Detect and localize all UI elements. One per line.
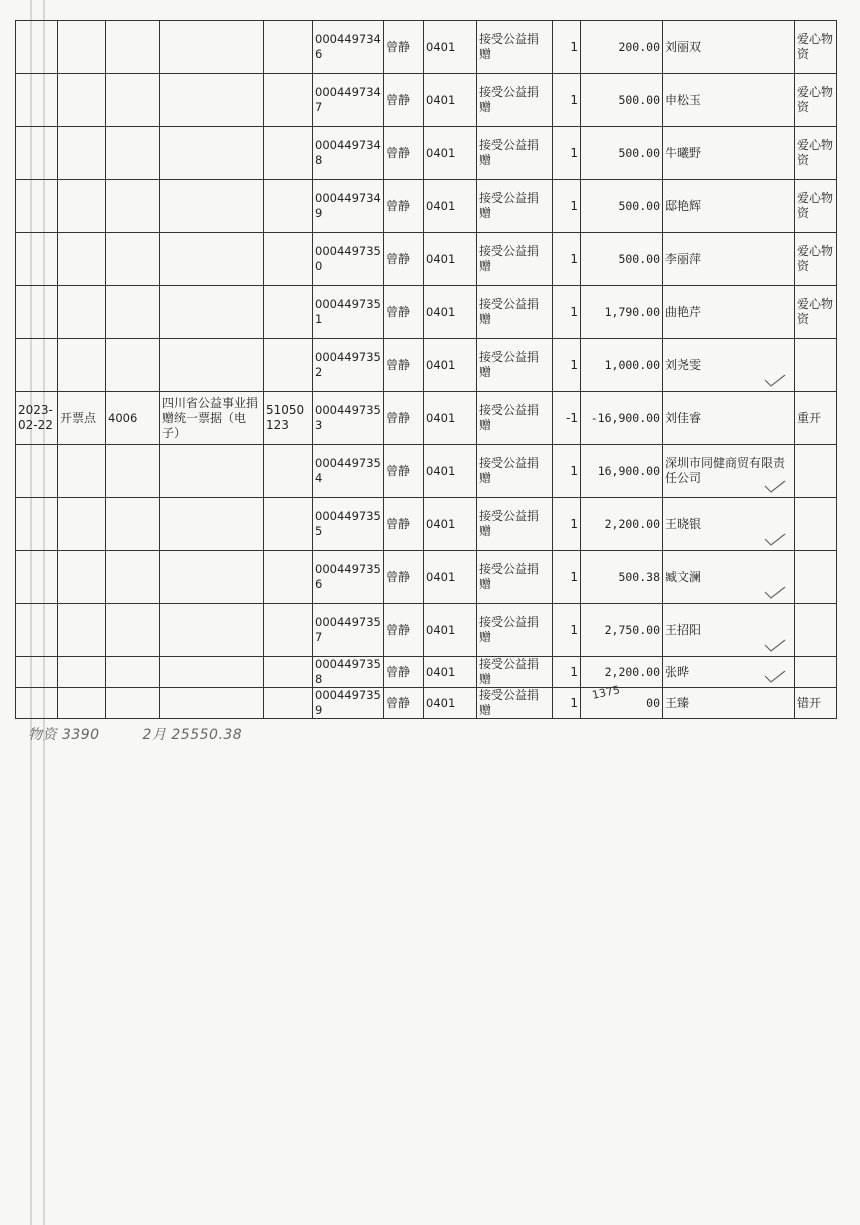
table-row: [16, 551, 837, 604]
code-cell: [106, 498, 160, 551]
clerk-cell: 曾静: [384, 21, 424, 74]
ticket-cell: 0004497355: [313, 498, 384, 551]
amount-cell: 2,750.00: [581, 604, 663, 657]
dept-cell: 0401: [424, 392, 477, 445]
qty-cell: 1: [553, 180, 581, 233]
batch-cell: [264, 551, 313, 604]
ticket-cell: 0004497354: [313, 445, 384, 498]
note-cell: 爱心物资: [795, 233, 837, 286]
amount-cell: 500.00: [581, 74, 663, 127]
note-cell: [795, 551, 837, 604]
handwritten-note: 物资 3390: [28, 727, 100, 743]
table-row: [16, 604, 837, 657]
qty-cell: 1: [553, 339, 581, 392]
date-cell: [16, 688, 58, 719]
code-cell: [106, 551, 160, 604]
ledger-body: [16, 21, 837, 719]
batch-cell: [264, 286, 313, 339]
amount-cell: 200.00: [581, 21, 663, 74]
type-cell: [160, 339, 264, 392]
ticket-cell: 0004497353: [313, 392, 384, 445]
note-cell: 爱心物资: [795, 180, 837, 233]
amount-cell: 1,000.00: [581, 339, 663, 392]
note-cell: 爱心物资: [795, 286, 837, 339]
code-cell: [106, 127, 160, 180]
check-mark-icon: [764, 639, 786, 653]
type-cell: [160, 127, 264, 180]
type-cell: 四川省公益事业捐赠统一票据（电子）: [160, 392, 264, 445]
item-cell: 接受公益捐赠: [477, 688, 553, 719]
item-cell: 接受公益捐赠: [477, 445, 553, 498]
date-cell: [16, 180, 58, 233]
date-cell: [16, 445, 58, 498]
dept-cell: 0401: [424, 688, 477, 719]
ticket-cell: 0004497347: [313, 74, 384, 127]
type-cell: [160, 445, 264, 498]
batch-cell: [264, 657, 313, 688]
code-cell: [106, 180, 160, 233]
qty-cell: 1: [553, 688, 581, 719]
clerk-cell: 曾静: [384, 74, 424, 127]
ticket-cell: 0004497356: [313, 551, 384, 604]
ticket-cell: 0004497358: [313, 657, 384, 688]
table-row: [16, 657, 837, 688]
point-cell: [58, 21, 106, 74]
qty-cell: 1: [553, 657, 581, 688]
payer-cell: 王臻: [663, 688, 795, 719]
payer-cell: 李丽萍: [663, 233, 795, 286]
item-cell: 接受公益捐赠: [477, 339, 553, 392]
type-cell: [160, 498, 264, 551]
dept-cell: 0401: [424, 233, 477, 286]
point-cell: 开票点: [58, 392, 106, 445]
date-cell: [16, 233, 58, 286]
dept-cell: 0401: [424, 604, 477, 657]
qty-cell: 1: [553, 498, 581, 551]
item-cell: 接受公益捐赠: [477, 233, 553, 286]
ticket-cell: 0004497351: [313, 286, 384, 339]
note-cell: [795, 657, 837, 688]
date-cell: [16, 604, 58, 657]
clerk-cell: 曾静: [384, 498, 424, 551]
dept-cell: 0401: [424, 21, 477, 74]
note-cell: [795, 498, 837, 551]
batch-cell: [264, 445, 313, 498]
note-cell: 爱心物资: [795, 74, 837, 127]
item-cell: 接受公益捐赠: [477, 21, 553, 74]
code-cell: [106, 233, 160, 286]
amount-cell: 500.00: [581, 127, 663, 180]
note-cell: 错开: [795, 688, 837, 719]
amount-cell: 500.00: [581, 180, 663, 233]
type-cell: [160, 604, 264, 657]
table-row: [16, 233, 837, 286]
payer-cell: 王晓银: [663, 498, 795, 551]
code-cell: [106, 21, 160, 74]
clerk-cell: 曾静: [384, 392, 424, 445]
amount-cell: 2,200.00: [581, 498, 663, 551]
batch-cell: [264, 127, 313, 180]
check-mark-icon: [764, 533, 786, 547]
handwritten-note: 2月 25550.38: [142, 727, 243, 743]
item-cell: 接受公益捐赠: [477, 127, 553, 180]
table-row: [16, 445, 837, 498]
dept-cell: 0401: [424, 74, 477, 127]
qty-cell: 1: [553, 233, 581, 286]
amount-cell: 1,790.00: [581, 286, 663, 339]
point-cell: [58, 286, 106, 339]
table-row: [16, 339, 837, 392]
note-cell: [795, 445, 837, 498]
note-cell: 爱心物资: [795, 21, 837, 74]
dept-cell: 0401: [424, 551, 477, 604]
note-cell: [795, 604, 837, 657]
date-cell: [16, 339, 58, 392]
table-row: [16, 21, 837, 74]
payer-cell: 刘丽双: [663, 21, 795, 74]
amount-cell: -16,900.00: [581, 392, 663, 445]
amount-cell: 00: [581, 688, 663, 719]
code-cell: [106, 286, 160, 339]
type-cell: [160, 657, 264, 688]
point-cell: [58, 604, 106, 657]
dept-cell: 0401: [424, 127, 477, 180]
type-cell: [160, 21, 264, 74]
code-cell: [106, 657, 160, 688]
code-cell: [106, 445, 160, 498]
item-cell: 接受公益捐赠: [477, 286, 553, 339]
batch-cell: [264, 498, 313, 551]
check-mark-icon: [764, 670, 786, 684]
payer-cell: 刘佳睿: [663, 392, 795, 445]
check-mark-icon: [764, 374, 786, 388]
batch-cell: [264, 604, 313, 657]
item-cell: 接受公益捐赠: [477, 392, 553, 445]
point-cell: [58, 233, 106, 286]
clerk-cell: 曾静: [384, 286, 424, 339]
date-cell: [16, 21, 58, 74]
type-cell: [160, 688, 264, 719]
point-cell: [58, 180, 106, 233]
qty-cell: 1: [553, 74, 581, 127]
date-cell: [16, 551, 58, 604]
clerk-cell: 曾静: [384, 688, 424, 719]
type-cell: [160, 286, 264, 339]
check-mark-icon: [764, 480, 786, 494]
batch-cell: 51050123: [264, 392, 313, 445]
item-cell: 接受公益捐赠: [477, 498, 553, 551]
ticket-cell: 0004497346: [313, 21, 384, 74]
payer-cell: 牛曦野: [663, 127, 795, 180]
payer-cell: 申松玉: [663, 74, 795, 127]
batch-cell: [264, 180, 313, 233]
point-cell: [58, 445, 106, 498]
clerk-cell: 曾静: [384, 551, 424, 604]
point-cell: [58, 657, 106, 688]
payer-cell: 深圳市同健商贸有限责任公司: [663, 445, 795, 498]
table-row: [16, 498, 837, 551]
type-cell: [160, 233, 264, 286]
batch-cell: [264, 688, 313, 719]
table-row: [16, 286, 837, 339]
ticket-cell: 0004497348: [313, 127, 384, 180]
dept-cell: 0401: [424, 180, 477, 233]
date-cell: [16, 498, 58, 551]
point-cell: [58, 339, 106, 392]
note-cell: 爱心物资: [795, 127, 837, 180]
dept-cell: 0401: [424, 445, 477, 498]
date-cell: [16, 657, 58, 688]
clerk-cell: 曾静: [384, 180, 424, 233]
payer-cell: 张晔: [663, 657, 795, 688]
code-cell: 4006: [106, 392, 160, 445]
donation-ledger-table: [15, 20, 837, 719]
date-cell: [16, 74, 58, 127]
payer-cell: 王招阳: [663, 604, 795, 657]
clerk-cell: 曾静: [384, 339, 424, 392]
dept-cell: 0401: [424, 657, 477, 688]
handwritten-totals: [28, 724, 280, 744]
code-cell: [106, 688, 160, 719]
point-cell: [58, 688, 106, 719]
qty-cell: 1: [553, 604, 581, 657]
item-cell: 接受公益捐赠: [477, 604, 553, 657]
dept-cell: 0401: [424, 498, 477, 551]
clerk-cell: 曾静: [384, 233, 424, 286]
table-row: [16, 180, 837, 233]
date-cell: [16, 286, 58, 339]
batch-cell: [264, 21, 313, 74]
qty-cell: -1: [553, 392, 581, 445]
type-cell: [160, 551, 264, 604]
clerk-cell: 曾静: [384, 657, 424, 688]
qty-cell: 1: [553, 286, 581, 339]
item-cell: 接受公益捐赠: [477, 551, 553, 604]
handwritten-correction: 1375: [590, 683, 622, 702]
ticket-cell: 0004497352: [313, 339, 384, 392]
table-row: [16, 392, 837, 445]
ticket-cell: 0004497359: [313, 688, 384, 719]
note-cell: 重开: [795, 392, 837, 445]
batch-cell: [264, 339, 313, 392]
payer-cell: 曲艳芹: [663, 286, 795, 339]
qty-cell: 1: [553, 551, 581, 604]
amount-cell: 500.00: [581, 233, 663, 286]
ticket-cell: 0004497350: [313, 233, 384, 286]
check-mark-icon: [764, 586, 786, 600]
code-cell: [106, 604, 160, 657]
qty-cell: 1: [553, 21, 581, 74]
item-cell: 接受公益捐赠: [477, 74, 553, 127]
point-cell: [58, 127, 106, 180]
type-cell: [160, 180, 264, 233]
point-cell: [58, 498, 106, 551]
table-row: [16, 127, 837, 180]
date-cell: 2023-02-22: [16, 392, 58, 445]
qty-cell: 1: [553, 127, 581, 180]
point-cell: [58, 551, 106, 604]
code-cell: [106, 339, 160, 392]
type-cell: [160, 74, 264, 127]
batch-cell: [264, 233, 313, 286]
note-cell: [795, 339, 837, 392]
amount-cell: 16,900.00: [581, 445, 663, 498]
dept-cell: 0401: [424, 286, 477, 339]
amount-cell: 2,200.00: [581, 657, 663, 688]
table-row: [16, 74, 837, 127]
clerk-cell: 曾静: [384, 445, 424, 498]
point-cell: [58, 74, 106, 127]
item-cell: 接受公益捐赠: [477, 657, 553, 688]
amount-cell: 500.38: [581, 551, 663, 604]
qty-cell: 1: [553, 445, 581, 498]
dept-cell: 0401: [424, 339, 477, 392]
payer-cell: 邸艳辉: [663, 180, 795, 233]
payer-cell: 刘尧雯: [663, 339, 795, 392]
clerk-cell: 曾静: [384, 127, 424, 180]
table-row: [16, 688, 837, 719]
ticket-cell: 0004497357: [313, 604, 384, 657]
item-cell: 接受公益捐赠: [477, 180, 553, 233]
batch-cell: [264, 74, 313, 127]
ticket-cell: 0004497349: [313, 180, 384, 233]
payer-cell: 臧文澜: [663, 551, 795, 604]
clerk-cell: 曾静: [384, 604, 424, 657]
code-cell: [106, 74, 160, 127]
date-cell: [16, 127, 58, 180]
